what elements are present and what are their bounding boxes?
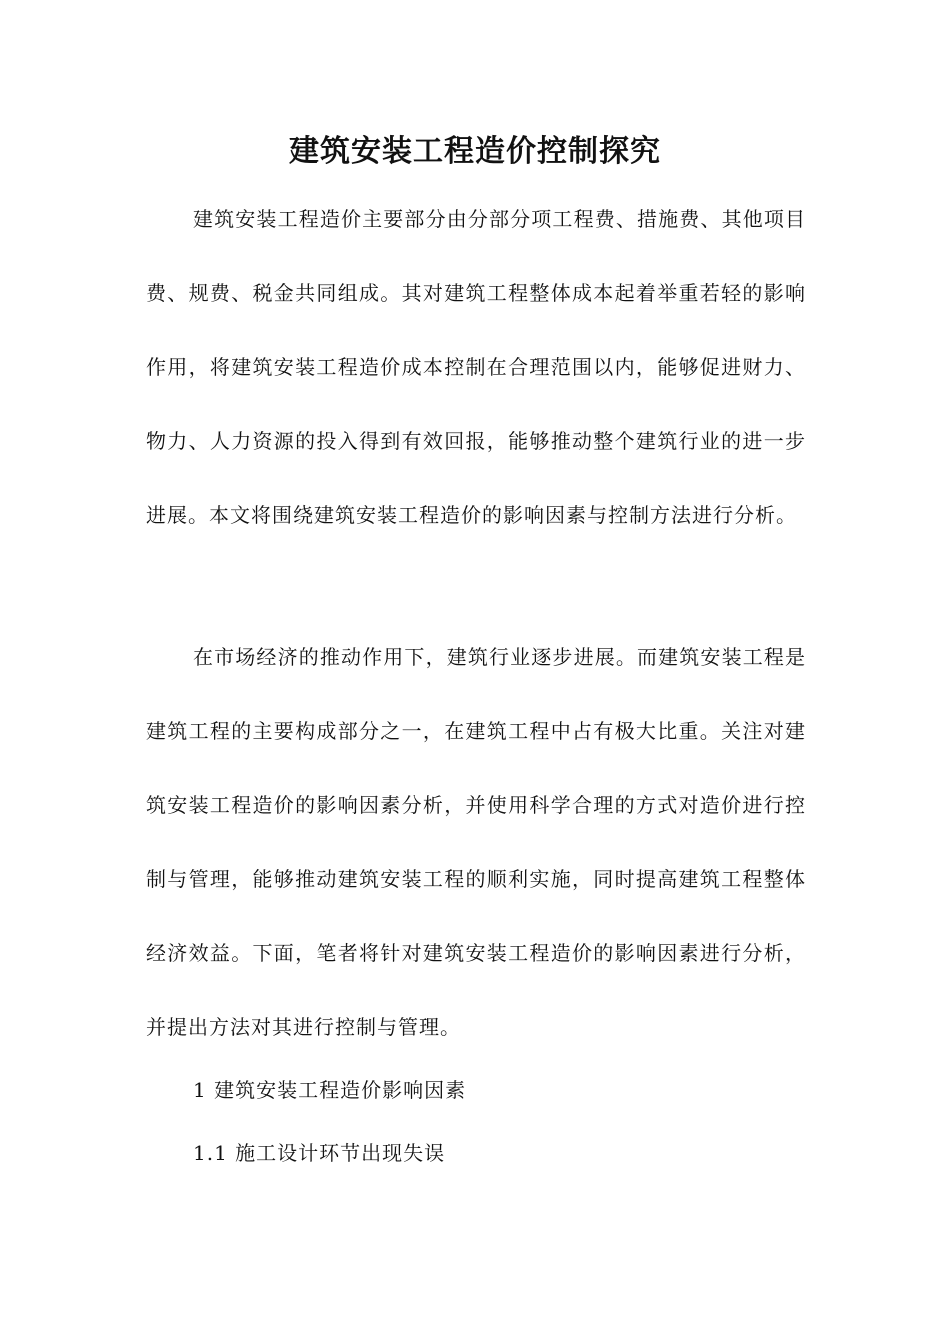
paragraph-intro: 建筑安装工程造价主要部分由分部分项工程费、措施费、其他项目费、规费、税金共同组成。其对建筑工程整体成本起着举重若轻的影响作用，将建筑安装工程造价成本控制在合理范围以内，能够促进财力、物力、人力资源的投入得到有效回报，能够推动整个建筑行业的进一步进展。本文将围绕建筑安装工程造价的影响因素与控制方法进行分析。	[146, 207, 806, 527]
subsection-heading: 1.1 施工设计环节出现失误	[193, 1141, 446, 1165]
section-heading: 1 建筑安装工程造价影响因素	[193, 1078, 467, 1102]
paragraph-background: 在市场经济的推动作用下，建筑行业逐步进展。而建筑安装工程是建筑工程的主要构成部分之一，在建筑工程中占有极大比重。关注对建筑安装工程造价的影响因素分析，并使用科学合理的方式对造价进行控制与管理，能够推动建筑安装工程的顺利实施，同时提高建筑工程整体经济效益。下面，笔者将针对建筑安装工程造价的影响因素进行分析，并提出方法对其进行控制与管理。	[146, 645, 806, 1039]
document-title: 建筑安装工程造价控制探究	[289, 134, 661, 169]
